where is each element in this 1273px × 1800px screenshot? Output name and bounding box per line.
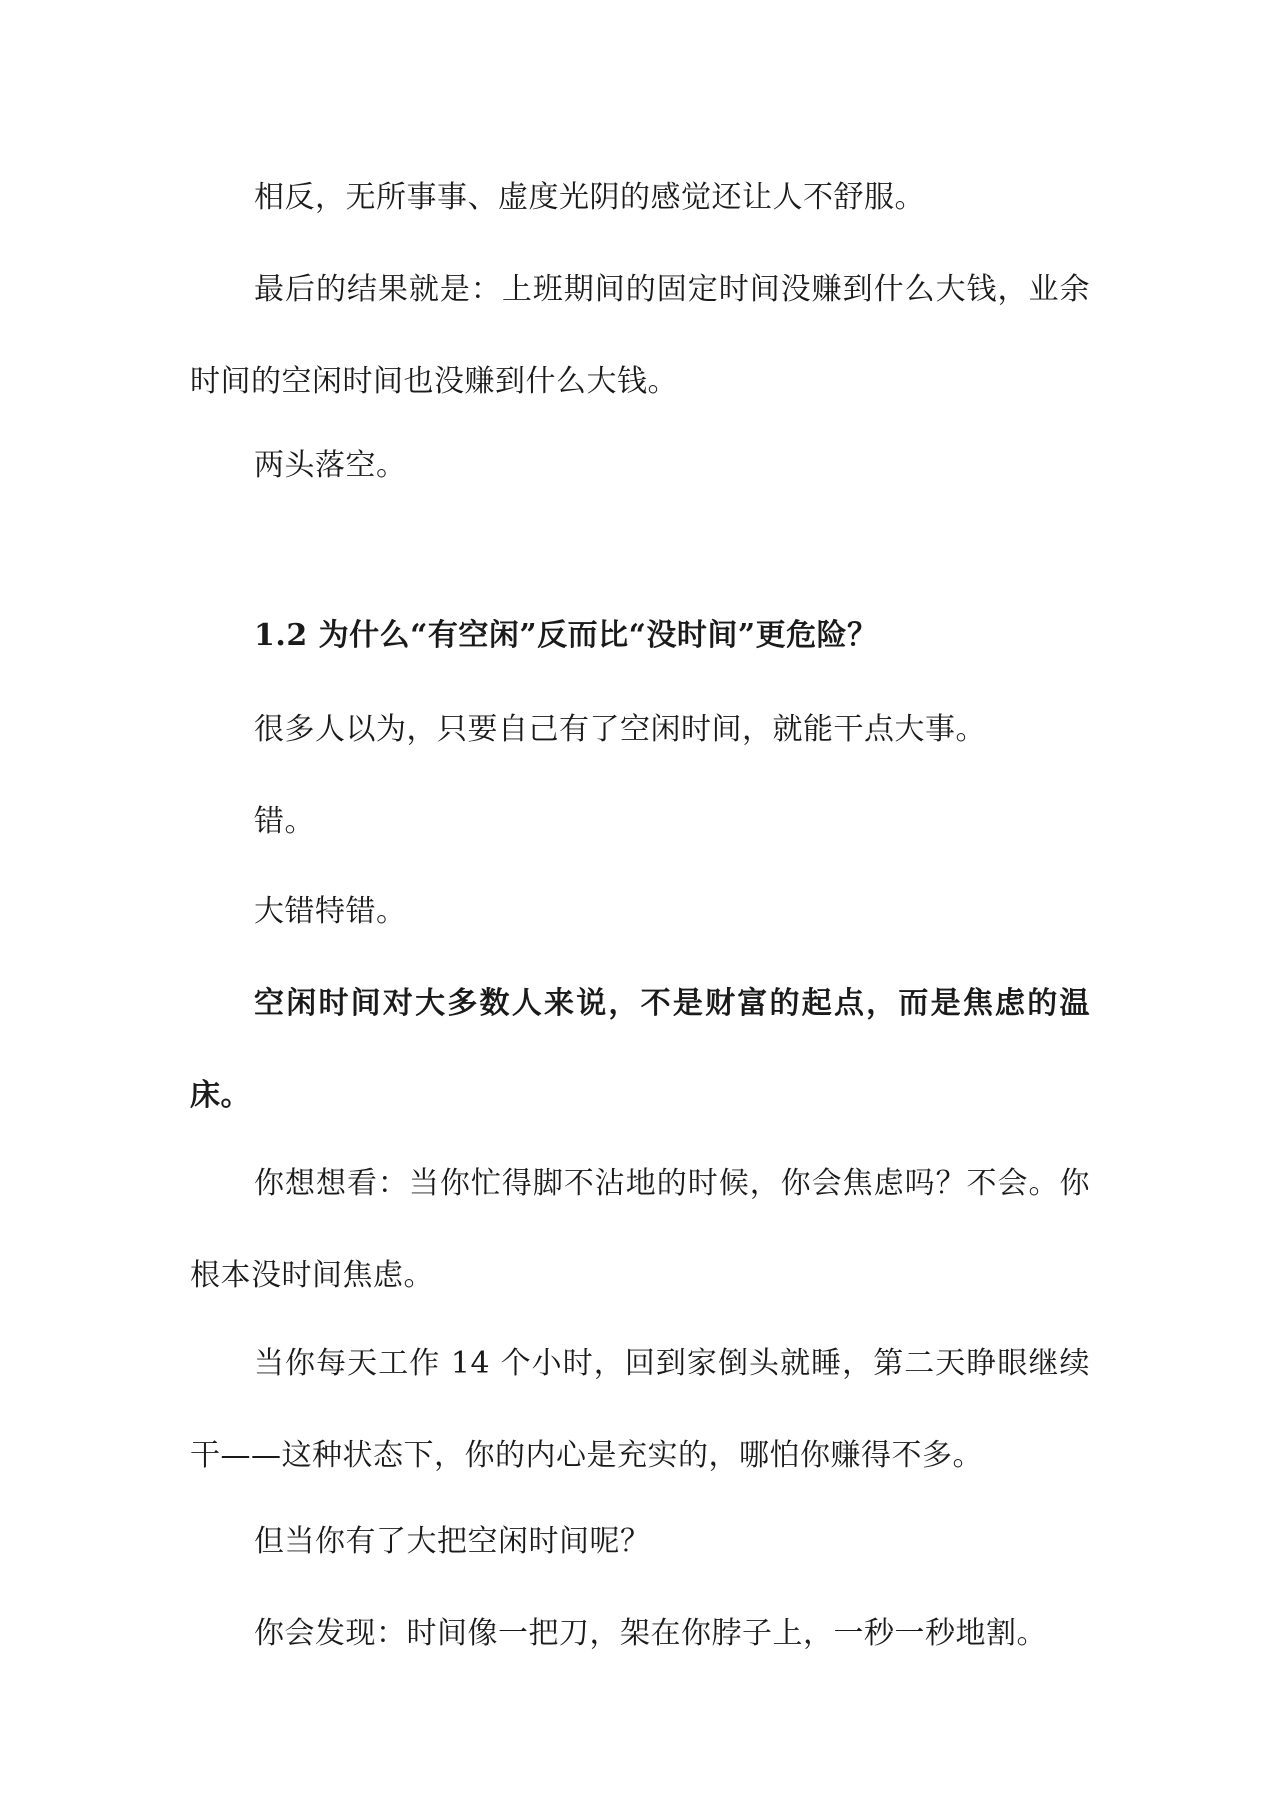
paragraph-8: 你想想看：当你忙得脚不沾地的时候，你会焦虑吗？不会。你根本没时间焦虑。	[190, 1166, 1090, 1293]
paragraph-3: 两头落空。	[254, 448, 407, 483]
paragraph-4: 很多人以为，只要自己有了空闲时间，就能干点大事。	[254, 712, 986, 747]
paragraph-7-bold: 空闲时间对大多数人来说，不是财富的起点，而是焦虑的温床。	[190, 986, 1090, 1113]
paragraph-5: 错。	[254, 804, 315, 839]
paragraph-9: 当你每天工作 14 个小时，回到家倒头就睡，第二天睁眼继续干——这种状态下，你的内心是充实的，哪怕你赚得不多。	[190, 1346, 1090, 1473]
paragraph-2: 最后的结果就是：上班期间的固定时间没赚到什么大钱，业余时间的空闲时间也没赚到什么大钱。	[190, 272, 1090, 399]
paragraph-10: 但当你有了大把空闲时间呢？	[254, 1524, 651, 1559]
section-heading: 1.2 为什么“有空闲”反而比“没时间”更危险？	[254, 618, 878, 653]
paragraph-6: 大错特错。	[254, 894, 407, 929]
paragraph-1: 相反，无所事事、虚度光阴的感觉还让人不舒服。	[254, 180, 925, 215]
paragraph-11: 你会发现：时间像一把刀，架在你脖子上，一秒一秒地割。	[254, 1616, 1047, 1651]
